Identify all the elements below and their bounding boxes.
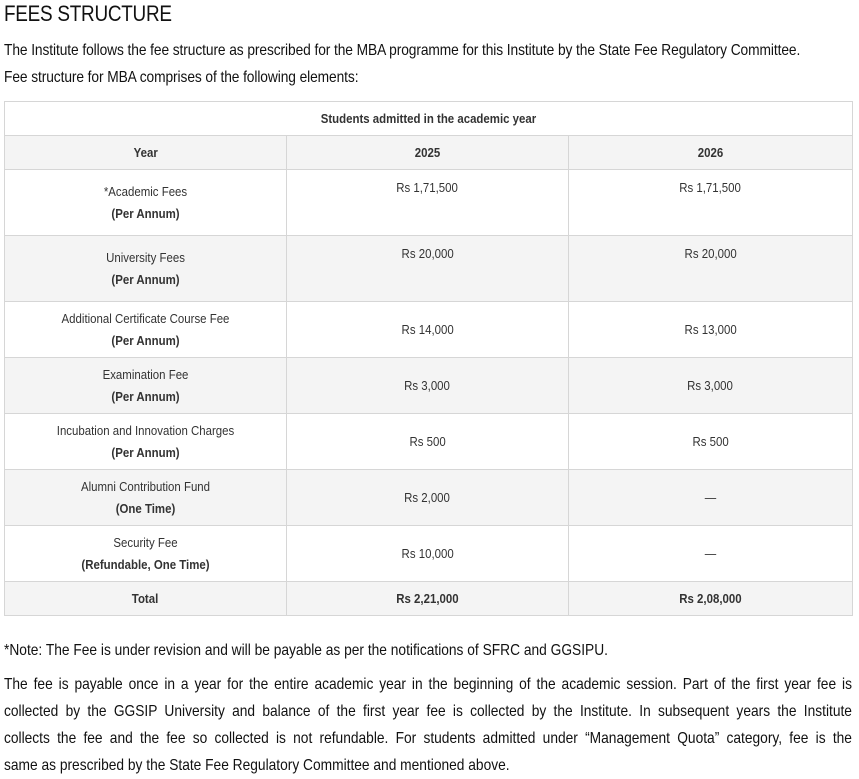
fee-label-cell: [5, 302, 287, 358]
page-title: FEES STRUCTURE: [4, 1, 172, 26]
fee-value-2025: Rs 500: [287, 414, 569, 470]
fee-label-cell: [5, 414, 287, 470]
fee-frequency: (Per Annum): [111, 332, 180, 348]
table-row: [5, 236, 853, 302]
table-total-row: [5, 582, 853, 616]
fee-value-2025: Rs 14,000: [287, 302, 569, 358]
fee-label-cell: [5, 526, 287, 582]
fee-name: Additional Certificate Course Fee: [61, 310, 230, 326]
fee-value-2026: Rs 20,000: [569, 236, 853, 302]
fee-label-cell: [5, 236, 287, 302]
fee-value-2026: Rs 1,71,500: [569, 170, 853, 236]
total-label: Total: [5, 582, 287, 616]
column-header-2026: 2026: [569, 136, 853, 170]
fees-structure-section: [4, 0, 852, 779]
payment-paragraph: [4, 671, 852, 779]
intro-line: The Institute follows the fee structure as prescribed for the MBA programme for this Institute by the State Fee Regulatory Committee.: [4, 42, 801, 59]
fee-value-2025: Rs 20,000: [287, 236, 569, 302]
fee-name: University Fees: [106, 249, 185, 265]
fee-frequency: (Per Annum): [111, 271, 180, 287]
table-row: [5, 414, 853, 470]
table-row: [5, 358, 853, 414]
fee-frequency: (Per Annum): [111, 388, 180, 404]
revision-note: [4, 640, 852, 662]
paragraph-line: The fee is payable once in a year for the entire academic year in the beginning of the academic session. Part of the first year fee is: [4, 676, 852, 693]
fee-value-2026: —: [569, 470, 853, 526]
intro-paragraph: [4, 37, 852, 91]
total-value-2025: Rs 2,21,000: [287, 582, 569, 616]
table-caption-row: [5, 102, 853, 136]
fee-name: *Academic Fees: [103, 183, 188, 199]
table-row: [5, 302, 853, 358]
fee-name: Alumni Contribution Fund: [80, 478, 211, 494]
fee-frequency: (Per Annum): [111, 205, 180, 221]
fee-label-cell: [5, 170, 287, 236]
fee-frequency: (Refundable, One Time): [81, 556, 210, 572]
fee-value-2025: Rs 3,000: [287, 358, 569, 414]
fee-name: Incubation and Innovation Charges: [56, 422, 235, 438]
fee-name: Security Fee: [113, 534, 178, 550]
fee-value-2026: —: [569, 526, 853, 582]
fee-value-2026: Rs 13,000: [569, 302, 853, 358]
table-row: [5, 470, 853, 526]
fee-name: Examination Fee: [102, 366, 189, 382]
paragraph-line: same as prescribed by the State Fee Regulatory Committee and mentioned above.: [4, 757, 510, 774]
fee-value-2025: Rs 1,71,500: [287, 170, 569, 236]
fees-table: [4, 101, 853, 616]
paragraph-line: collects the fee and the fee so collected is not refundable. For students admitted under “Management Quota” category, fee is the: [4, 730, 852, 747]
fee-frequency: (One Time): [115, 500, 176, 516]
total-value-2026: Rs 2,08,000: [569, 582, 853, 616]
intro-line: Fee structure for MBA comprises of the following elements:: [4, 69, 359, 86]
fee-label-cell: [5, 470, 287, 526]
column-header-year: Year: [5, 136, 287, 170]
fee-label-cell: [5, 358, 287, 414]
fee-value-2026: Rs 500: [569, 414, 853, 470]
column-header-2025: 2025: [287, 136, 569, 170]
note-text: *Note: The Fee is under revision and will be payable as per the notifications of SFRC and GGSIPU.: [4, 642, 608, 659]
paragraph-line: collected by the GGSIP University and balance of the first year fee is collected by the Institute. In subsequent years the Institute: [4, 703, 852, 720]
fee-value-2026: Rs 3,000: [569, 358, 853, 414]
table-row: [5, 526, 853, 582]
fee-frequency: (Per Annum): [111, 444, 180, 460]
table-header-row: [5, 136, 853, 170]
table-caption: Students admitted in the academic year: [5, 102, 853, 136]
table-row: [5, 170, 853, 236]
fee-value-2025: Rs 10,000: [287, 526, 569, 582]
fee-value-2025: Rs 2,000: [287, 470, 569, 526]
